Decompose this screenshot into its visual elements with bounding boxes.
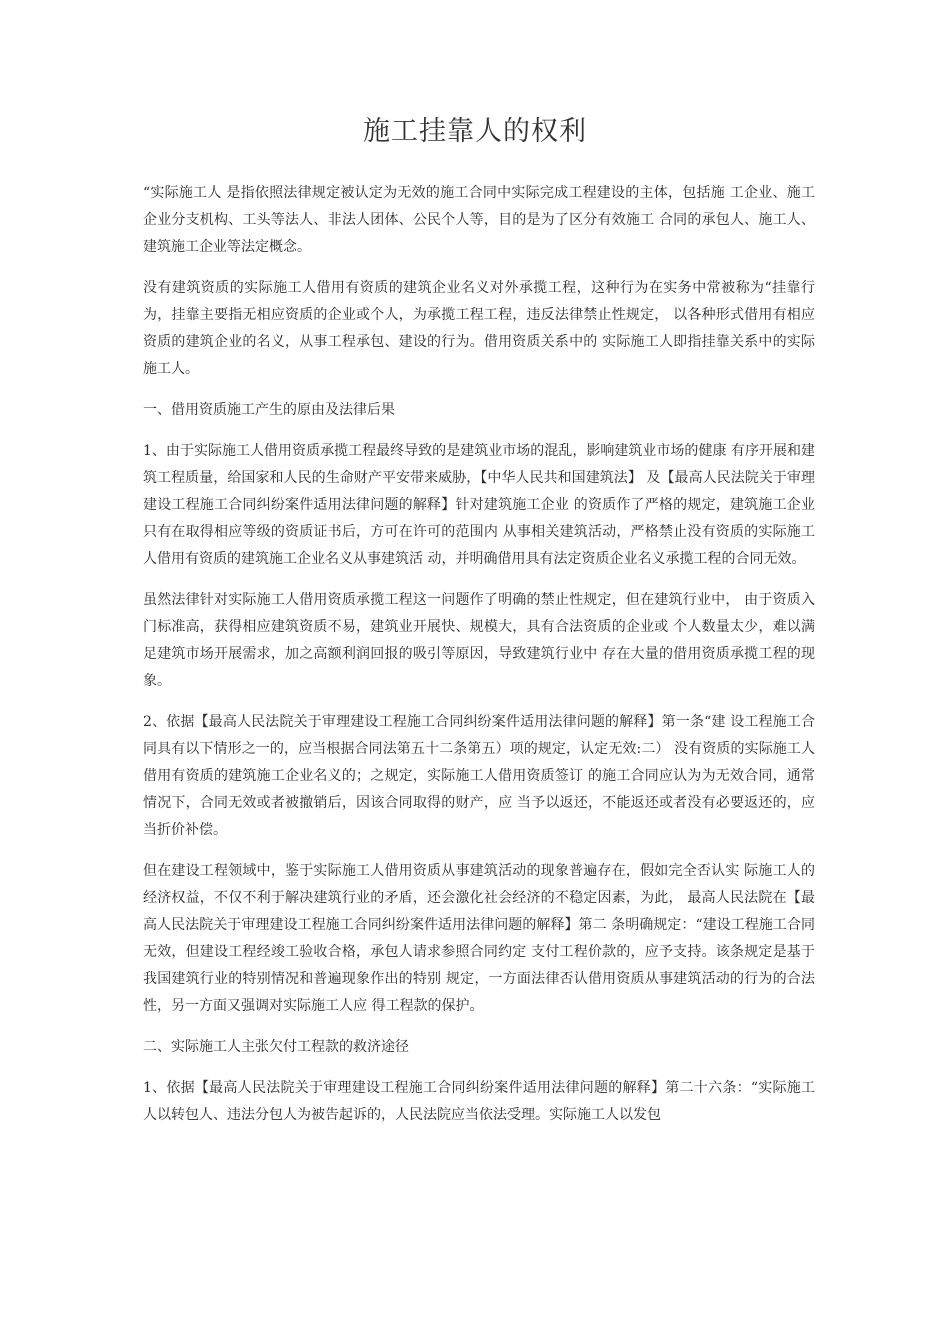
document-body: [143, 180, 815, 1143]
paragraph-1-1-cont: 虽然法律针对实际施工人借用资质承揽工程这一问题作了明确的禁止性规定，但在建筑行业中， 由于资质入门标准高，获得相应建筑资质不易，建筑业开展快、规模大，具有合法资质的企业或 个人数量太少，难以满足建筑市场开展需求，加之高额利润回报的吸引等原因，导致建筑行业中 存在大量的借用资质承揽工程的现象。: [143, 592, 815, 689]
paragraph-1-2: 2、依据【最高人民法院关于审理建设工程施工合同纠纷案件适用法律问题的解释】第一条“建 设工程施工合同具有以下情形之一的，应当根据合同法第五十二条第五）项的规定，认定无效:二） 没有资质的实际施工人借用有资质的建筑施工企业名义的；之规定，实际施工人借用资质签订 的施工合同应认为为无效合同，通常情况下，合同无效或者被撤销后，因该合同取得的财产，应 当予以返还，不能返还或者没有必要返还的，应当折价补偿。: [143, 714, 815, 838]
paragraph-affiliation-behavior: 没有建筑资质的实际施工人借用有资质的建筑企业名义对外承揽工程，这种行为在实务中常被称为“挂靠行为，挂靠主要指无相应资质的企业或个人，为承揽工程工程，违反法律禁止性规定， 以各种形式借用有相应资质的建筑企业的名义，从事工程承包、建设的行为。借用资质关系中的 实际施工人即指挂靠关系中的实际施工人。: [143, 280, 815, 377]
section-heading-2: 二、实际施工人主张欠付工程款的救济途径: [143, 1039, 409, 1055]
paragraph-definition: “实际施工人 是指依照法律规定被认定为无效的施工合同中实际完成工程建设的主体，包括施 工企业、施工企业分支机构、工头等法人、非法人团体、公民个人等，目的是为了区分有效施工 合同的承包人、施工人、建筑施工企业等法定概念。: [143, 185, 815, 255]
paragraph-1-2-cont: 但在建设工程领域中，鉴于实际施工人借用资质从事建筑活动的现象普遍存在，假如完全否认实 际施工人的经济权益，不仅不利于解决建筑行业的矛盾，还会激化社会经济的不稳定因素，为此， 最高人民法院在【最高人民法院关于审理建设工程施工合同纠纷案件适用法律问题的解释】第二 条明确规定：“建设工程施工合同无效，但建设工程经竣工验收合格，承包人请求参照合同约定 支付工程价款的，应予支持。该条规定是基于我国建筑行业的特别情况和普遍现象作出的特别 规定，一方面法律否认借用资质从事建筑活动的行为的合法性，另一方面又强调对实际施工人应 得工程款的保护。: [143, 863, 815, 1014]
paragraph-2-1: 1、依据【最高人民法院关于审理建设工程施工合同纠纷案件适用法律问题的解释】第二十六条：“实际施工人以转包人、违法分包人为被告起诉的，人民法院应当依法受理。实际施工人以发包: [143, 1080, 815, 1123]
document-title: 施工挂靠人的权利: [363, 116, 587, 147]
section-heading-1: 一、借用资质施工产生的原由及法律后果: [143, 402, 395, 418]
paragraph-1-1: 1、由于实际施工人借用资质承揽工程最终导致的是建筑业市场的混乱，影响建筑业市场的健康 有序开展和建筑工程质量，给国家和人民的生命财产平安带来威胁，【中华人民共和国建筑法】 及【最高人民法院关于审理建设工程施工合同纠纷案件适用法律问题的解释】针对建筑施工企业 的资质作了严格的规定，建筑施工企业只有在取得相应等级的资质证书后，方可在许可的范围内 从事相关建筑活动，严格禁止没有资质的实际施工人借用有资质的建筑施工企业名义从事建筑活 动，并明确借用具有法定资质企业名义承揽工程的合同无效。: [143, 443, 815, 567]
